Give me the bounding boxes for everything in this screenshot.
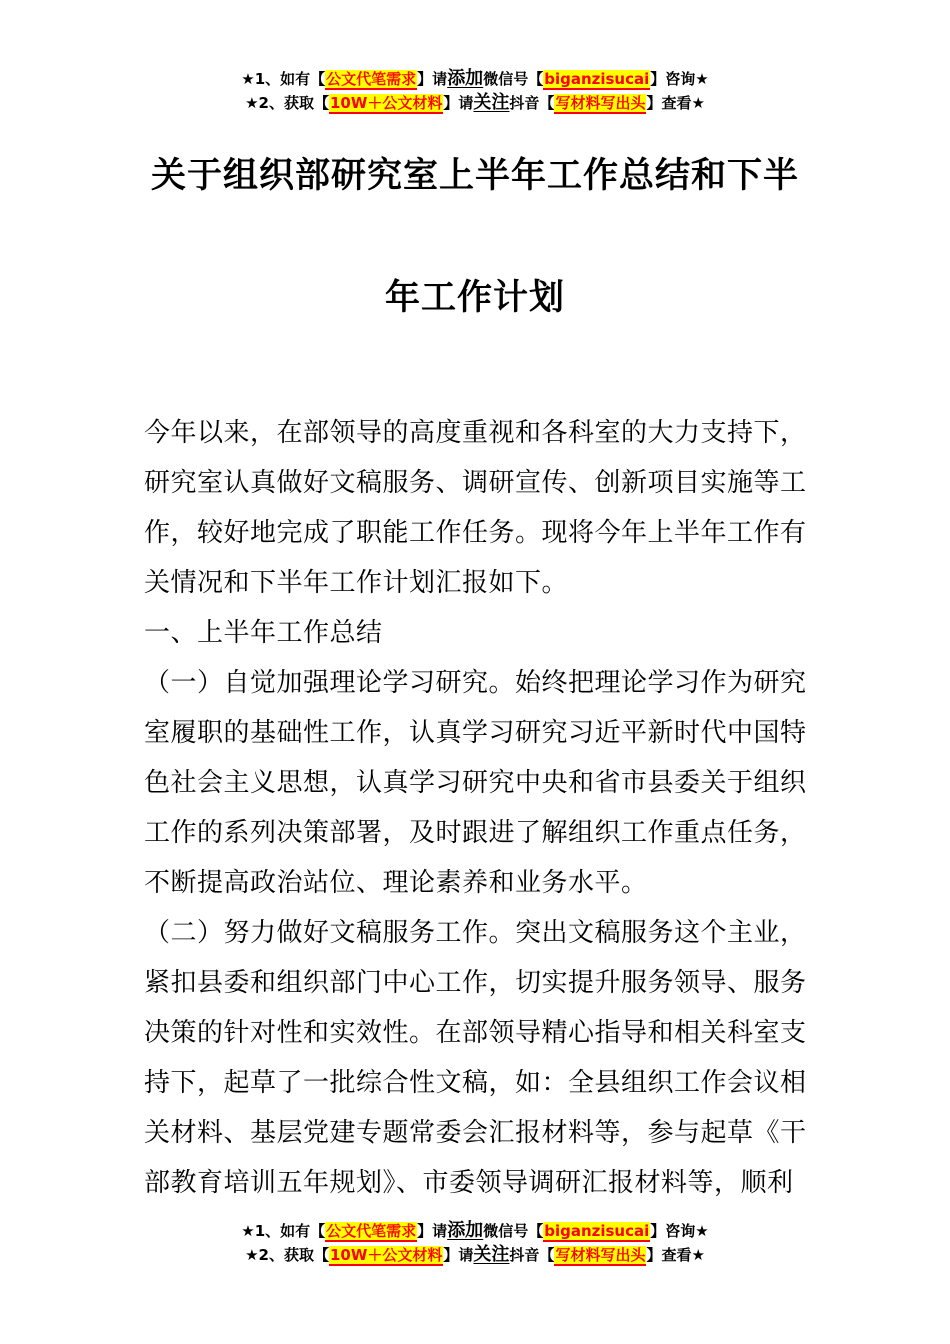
promo-text: 抖音【 — [509, 94, 555, 112]
promo-text: 】请 — [443, 1246, 474, 1264]
promo-highlight: 公文代笔需求 — [326, 70, 417, 88]
promo-text: ★1、如有【 — [241, 70, 326, 88]
promo-underlined: 添加 — [447, 68, 484, 89]
document-title-line-1: 关于组织部研究室上半年工作总结和下半 — [150, 156, 799, 196]
promo-highlight: biganzisucai — [544, 70, 650, 88]
section-heading: 一、上半年工作总结 — [144, 618, 383, 648]
paragraph-section-1: （一）自觉加强理论学习研究。始终把理论学习作为研究室履职的基础性工作，认真学习研究习近平新时代中国特色社会主义思想，认真学习研究中央和省市县委关于组织工作的系列决策部署，及时跟进了解组织工作重点任务，不断提高政治站位、理论素养和业务水平。 — [144, 668, 807, 898]
paragraph-section-2: （二）努力做好文稿服务工作。突出文稿服务这个主业，紧扣县委和组织部门中心工作，切实提升服务领导、服务决策的针对性和实效性。在部领导精心指导和相关科室支持下，起草了一批综合性文稿，如：全县组织工作会议相关材料、基层党建专题常委会汇报材料等，参与起草《干部教育培训五年规划》、市委领导调研汇报材料等，顺利 — [144, 918, 807, 1198]
promo-text: 抖音【 — [509, 1246, 555, 1264]
promo-text: ★2、获取【 — [245, 1246, 329, 1264]
promo-highlight: biganzisucai — [544, 1222, 650, 1240]
bottom-promo-banner — [0, 1219, 950, 1267]
document-title-line-2: 年工作计划 — [384, 278, 565, 318]
promo-line-1 — [0, 1219, 950, 1243]
promo-text: 】查看★ — [646, 1246, 705, 1264]
promo-text: 微信号【 — [483, 1222, 544, 1240]
promo-text: 】查看★ — [646, 94, 705, 112]
promo-line-2 — [0, 1243, 950, 1267]
promo-highlight: 写材料写出头 — [555, 1246, 646, 1264]
promo-underlined: 关注 — [473, 92, 510, 113]
promo-text: ★1、如有【 — [241, 1222, 326, 1240]
promo-highlight: 公文代笔需求 — [326, 1222, 417, 1240]
promo-text: 】请 — [417, 70, 448, 88]
paragraph-intro: 今年以来，在部领导的高度重视和各科室的大力支持下，研究室认真做好文稿服务、调研宣传、创新项目实施等工作，较好地完成了职能工作任务。现将今年上半年工作有关情况和下半年工作计划汇报如下。 — [144, 418, 807, 598]
top-promo-banner — [0, 67, 950, 115]
promo-underlined: 关注 — [473, 1244, 510, 1265]
promo-text: 】咨询★ — [650, 70, 709, 88]
document-body — [144, 408, 808, 1208]
promo-highlight: 10W＋公文材料 — [329, 94, 443, 112]
promo-line-2 — [0, 91, 950, 115]
promo-highlight: 写材料写出头 — [555, 94, 646, 112]
promo-line-1 — [0, 67, 950, 91]
promo-underlined: 添加 — [447, 1220, 484, 1241]
promo-highlight: 10W＋公文材料 — [329, 1246, 443, 1264]
promo-text: ★2、获取【 — [245, 94, 329, 112]
promo-text: 】咨询★ — [650, 1222, 709, 1240]
promo-text: 】请 — [417, 1222, 448, 1240]
promo-text: 】请 — [443, 94, 474, 112]
promo-text: 微信号【 — [483, 70, 544, 88]
